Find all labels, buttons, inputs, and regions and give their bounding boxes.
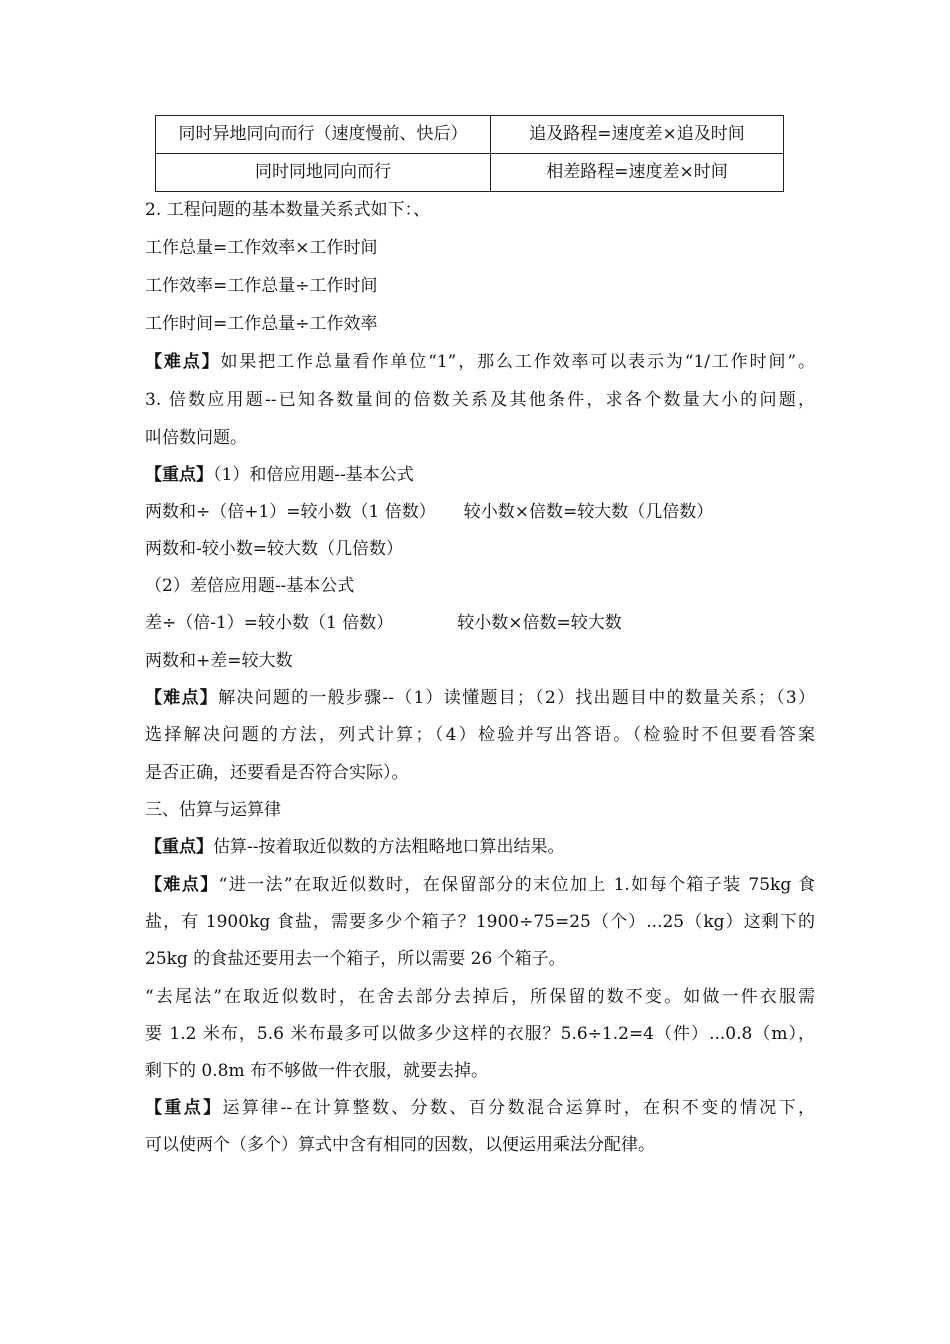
table-cell: 追及路程=速度差×追及时间 bbox=[491, 116, 784, 154]
formula-line: 两数和-较小数=较大数（几倍数） bbox=[145, 539, 403, 559]
key-point-tag: 【重点】 bbox=[145, 1098, 223, 1118]
paragraph-line: 可以使两个（多个）算式中含有相同的因数，以便运用乘法分配律。 bbox=[145, 1135, 655, 1155]
line-text: 如果把工作总量看作单位“1”，那么工作效率可以表示为“1/工作时间”。 bbox=[220, 352, 815, 372]
paragraph-line: 选择解决问题的方法，列式计算；（4）检验并写出答语。（检验时不但要看答案 bbox=[145, 725, 815, 745]
paragraph-line: 叫倍数问题。 bbox=[145, 428, 247, 448]
table-row bbox=[156, 154, 784, 192]
paragraph-line bbox=[145, 687, 815, 709]
paragraph-line: “去尾法”在取近似数时，在舍去部分去掉后，所保留的数不变。如做一件衣服需 bbox=[145, 987, 815, 1007]
paragraph-line: （2）差倍应用题--基本公式 bbox=[145, 576, 355, 596]
table-cell: 相差路程=速度差×时间 bbox=[491, 154, 784, 192]
difficulty-tag: 【难点】 bbox=[145, 875, 219, 895]
formula-line: 工作效率=工作总量÷工作时间 bbox=[145, 276, 378, 296]
paragraph-line bbox=[145, 1097, 815, 1119]
line-text: （1）和倍应用题--基本公式 bbox=[213, 465, 414, 485]
key-point-tag: 【重点】 bbox=[145, 465, 213, 485]
paragraph-line: 要 1.2 米布，5.6 米布最多可以做多少这样的衣服？5.6÷1.2=4（件）...0.8（m）， bbox=[145, 1024, 815, 1044]
section-heading: 三、估算与运算律 bbox=[145, 800, 281, 820]
line-text: 解决问题的一般步骤--（1）读懂题目；（2）找出题目中的数量关系；（3） bbox=[218, 688, 816, 708]
formula-line bbox=[145, 501, 815, 523]
paragraph-line: 盐，有 1900kg 食盐，需要多少个箱子？1900÷75=25（个）...25（kg）这剩下的 bbox=[145, 912, 815, 932]
formula-text: 较小数×倍数=较大数 bbox=[457, 613, 622, 633]
formula-text: 差÷（倍-1）=较小数（1 倍数） bbox=[145, 613, 394, 633]
formula-line: 两数和+差=较大数 bbox=[145, 651, 293, 671]
paragraph-line bbox=[145, 351, 815, 373]
paragraph-line bbox=[145, 464, 815, 486]
formula-line: 工作总量=工作效率×工作时间 bbox=[145, 238, 378, 258]
table-row bbox=[156, 116, 784, 154]
paragraph-line bbox=[145, 874, 815, 896]
key-point-tag: 【重点】 bbox=[145, 837, 213, 857]
table-cell: 同时异地同向而行（速度慢前、快后） bbox=[156, 116, 491, 154]
line-text: 估算--按着取近似数的方法粗略地口算出结果。 bbox=[213, 837, 565, 857]
formula-text: 较小数×倍数=较大数（几倍数） bbox=[463, 502, 714, 522]
table-cell: 同时同地同向而行 bbox=[156, 154, 491, 192]
paragraph-line: 3. 倍数应用题--已知各数量间的倍数关系及其他条件，求各个数量大小的问题， bbox=[145, 390, 815, 410]
motion-relations-table bbox=[155, 115, 784, 192]
line-text: “进一法”在取近似数时，在保留部分的末位加上 1.如每个箱子装 75kg 食 bbox=[218, 875, 816, 895]
paragraph-line bbox=[145, 836, 815, 858]
formula-line bbox=[145, 612, 815, 634]
line-text: 运算律--在计算整数、分数、百分数混合运算时，在积不变的情况下， bbox=[222, 1098, 816, 1118]
paragraph-line: 25kg 的食盐还要用去一个箱子，所以需要 26 个箱子。 bbox=[145, 949, 566, 969]
paragraph-line: 是否正确，还要看是否符合实际）。 bbox=[145, 763, 409, 783]
formula-line: 工作时间=工作总量÷工作效率 bbox=[145, 314, 378, 334]
difficulty-tag: 【难点】 bbox=[145, 688, 219, 708]
paragraph-line: 剩下的 0.8m 布不够做一件衣服，就要去掉。 bbox=[145, 1061, 488, 1081]
paragraph-line: 2. 工程问题的基本数量关系式如下：、 bbox=[145, 200, 431, 220]
formula-text: 两数和÷（倍+1）=较小数（1 倍数） bbox=[145, 502, 436, 522]
difficulty-tag: 【难点】 bbox=[145, 352, 221, 372]
